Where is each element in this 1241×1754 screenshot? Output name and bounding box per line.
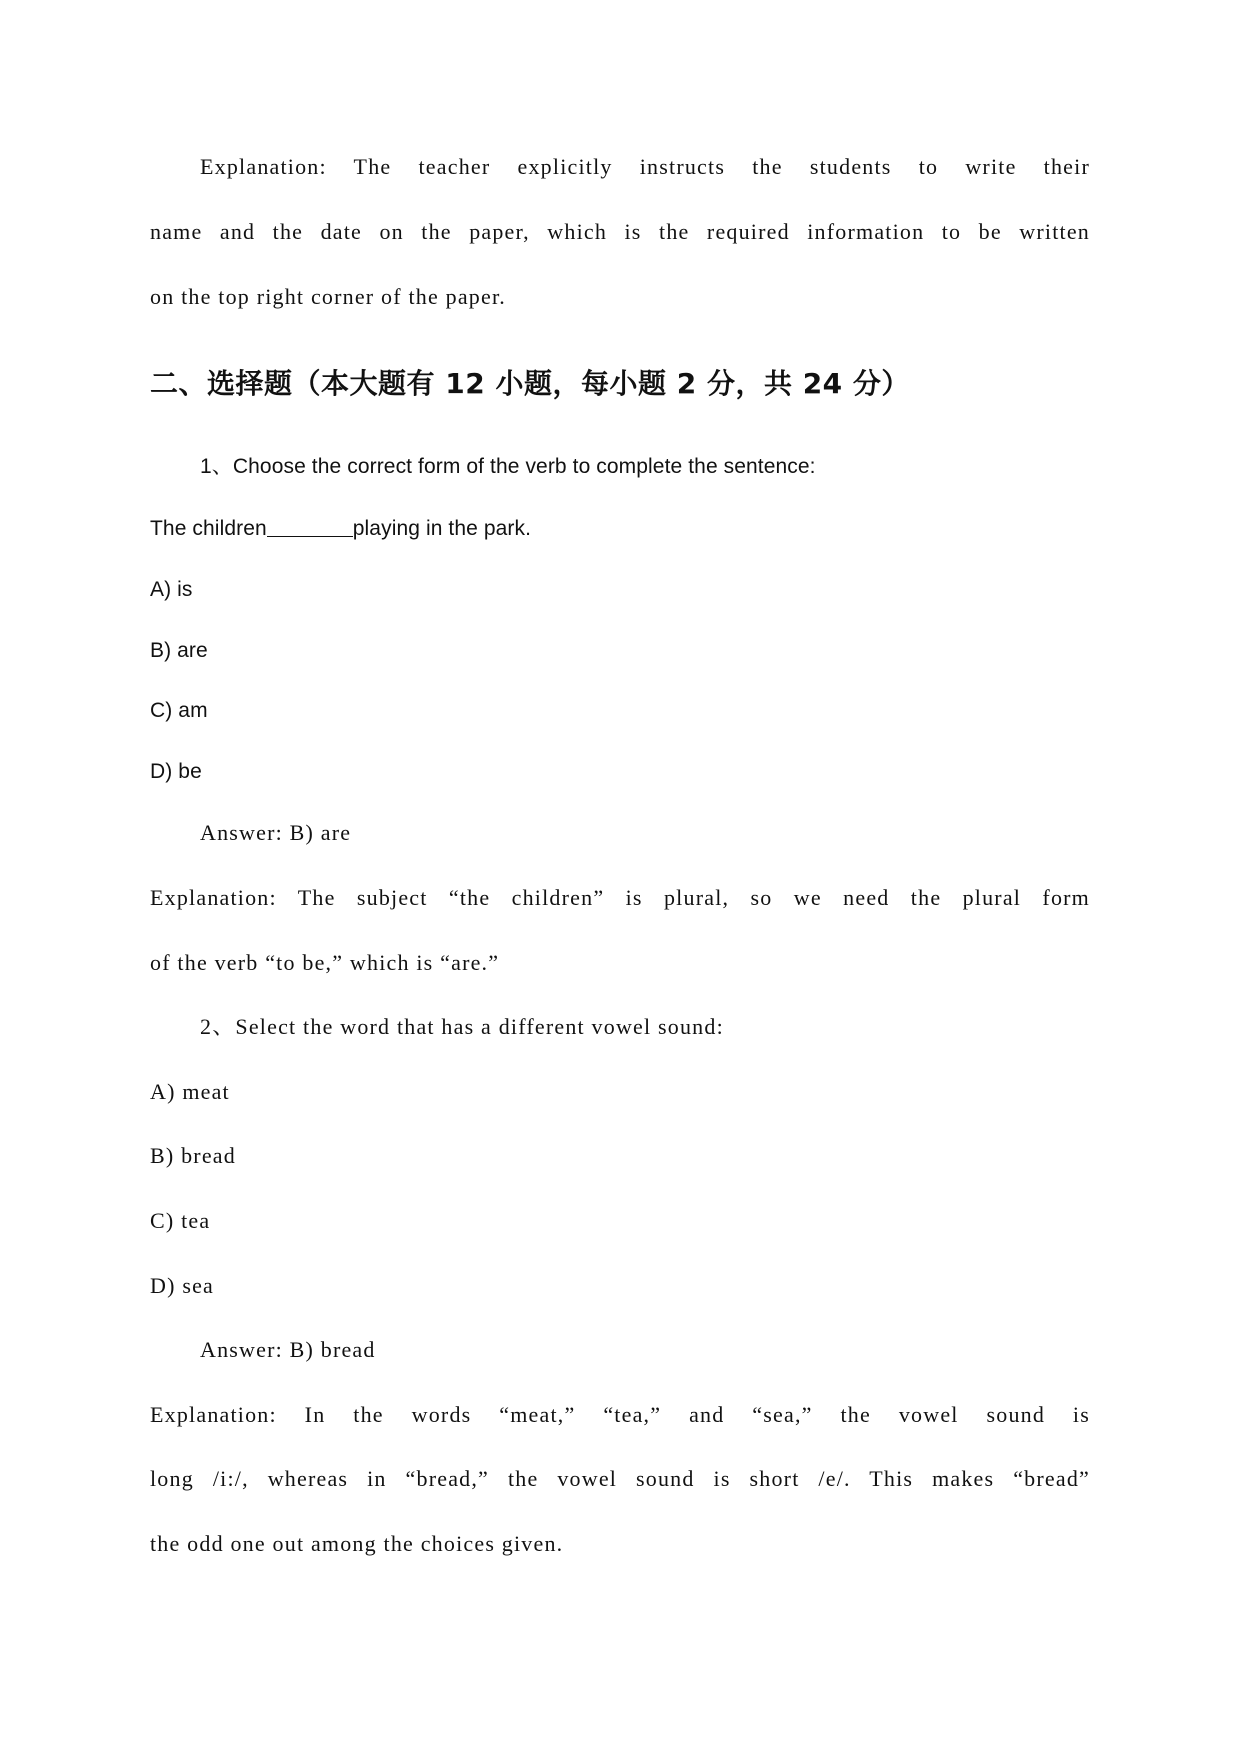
q1-option-a: A) is (150, 578, 193, 601)
q1-explanation-line-1: Explanation: The subject “the children” is plural, so we need the plural form (150, 885, 1090, 910)
prev-explanation-line-3: on the top right corner of the paper. (150, 284, 506, 309)
q1-answer: Answer: B) are (200, 820, 352, 845)
q2-explanation-line-3: the odd one out among the choices given. (150, 1531, 564, 1556)
q1-option-d: D) be (150, 760, 202, 783)
q1-option-b: B) are (150, 639, 208, 662)
q2-option-a: A) meat (150, 1079, 230, 1104)
q1-blank (267, 518, 353, 537)
q2-option-d: D) sea (150, 1273, 215, 1298)
q1-sentence-before: The children (150, 517, 267, 540)
q1-option-c: C) am (150, 699, 208, 722)
q2-explanation-line-1: Explanation: In the words “meat,” “tea,” and “sea,” the vowel sound is (150, 1402, 1090, 1427)
prev-explanation-line-1: Explanation: The teacher explicitly instructs the students to write their (200, 154, 1090, 179)
q1-sentence (150, 518, 531, 539)
section-heading: 二、选择题（本大题有 12 小题，每小题 2 分，共 24 分） (150, 367, 910, 400)
q2-prompt: 2、Select the word that has a different vowel sound: (200, 1014, 724, 1039)
q1-sentence-after: playing in the park. (352, 517, 532, 540)
prev-explanation-line-2: name and the date on the paper, which is the required information to be written (150, 219, 1090, 244)
q1-prompt: 1、Choose the correct form of the verb to complete the sentence: (200, 455, 816, 478)
q2-option-b: B) bread (150, 1143, 236, 1168)
q1-explanation-line-2: of the verb “to be,” which is “are.” (150, 950, 500, 975)
q2-option-c: C) tea (150, 1208, 211, 1233)
q2-explanation-line-2: long /i:/, whereas in “bread,” the vowel sound is short /e/. This makes “bread” (150, 1466, 1090, 1491)
q2-answer: Answer: B) bread (200, 1337, 376, 1362)
